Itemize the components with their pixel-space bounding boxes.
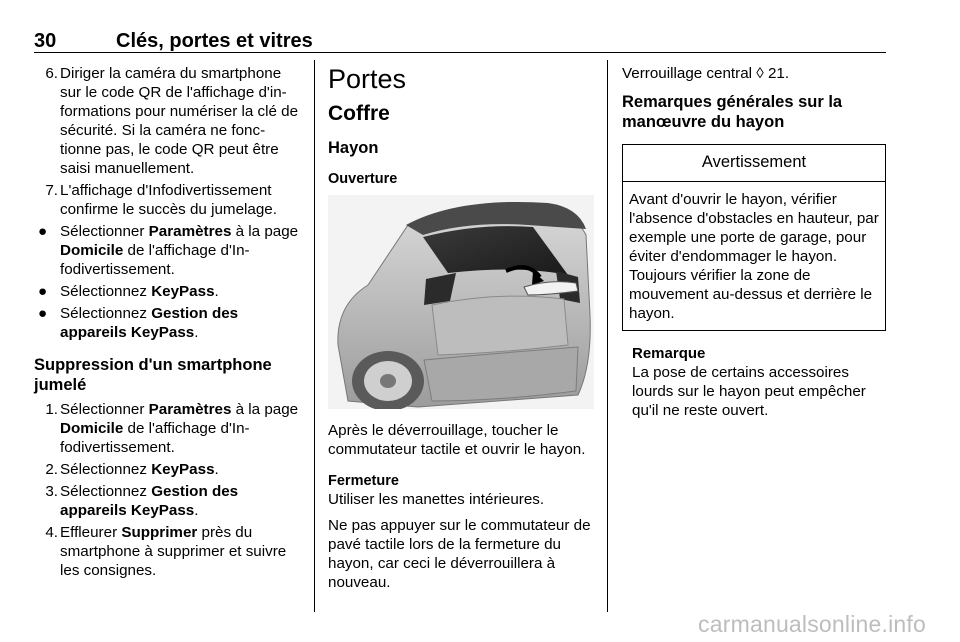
list-item: 4. Effleurer Supprimer près du smartphone à supprimer et suivre les consignes. — [45, 524, 287, 579]
car-rear-image — [328, 195, 594, 409]
note-text: La pose de certains accessoires lourds sur le hayon peut empêcher qu'il ne reste ouvert. — [632, 364, 866, 419]
column-middle — [328, 64, 594, 599]
column-left — [34, 64, 300, 583]
general-remarks-heading: Remarques générales sur la manœuvre du hayon — [622, 93, 843, 131]
list-item: 3. Sélectionnez Gestion des appareils KeyPass. — [45, 483, 239, 519]
closing-text-1: Utiliser les manettes intérieures. — [328, 491, 545, 508]
warning-text: Avant d'ouvrir le hayon, vérifier l'absence d'obstacles en hauteur, par exemple une porte de garage, pour éviter d'endommager le hayon. Toujours vérifier la zone de mouvement au-dessus et derrière le hayon. — [629, 191, 879, 322]
list-item: 7. L'affichage d'Infodivertissement confirme le succès du jumelage. — [45, 182, 277, 218]
opening-heading: Ouverture — [328, 171, 398, 187]
bullet-icon: ● — [38, 223, 48, 240]
closing-text-2: Ne pas appuyer sur le commutateur de pavé tactile lors de la fermeture du hayon, car ceci le déverrouillera à nouveau. — [328, 517, 591, 591]
bullet-icon: ● — [38, 305, 48, 322]
list-item: ● Sélectionner Paramètres à la page Domicile de l'affichage d'Infodivertissement. — [38, 223, 299, 278]
watermark: carmanualsonline.info — [698, 611, 926, 637]
delete-steps — [34, 400, 300, 580]
header-rule — [34, 52, 886, 53]
page-header — [34, 30, 886, 52]
section-title-portes: Portes — [328, 64, 407, 94]
delete-smartphone-heading: Suppression d'un smartphone jumelé — [34, 356, 272, 394]
section-title-hayon: Hayon — [328, 139, 379, 157]
tailgate-illustration — [328, 195, 594, 409]
list-item: 2. Sélectionnez KeyPass. — [45, 461, 219, 478]
warning-box — [622, 144, 886, 331]
note-block — [632, 345, 886, 420]
page-number: 30 — [34, 30, 57, 52]
list-item: ● Sélectionnez KeyPass. — [38, 283, 219, 300]
opening-text: Après le déverrouillage, toucher le commutateur tactile et ouvrir le hayon. — [328, 422, 586, 458]
list-item: 6. Diriger la caméra du smartphone sur le code QR de l'affichage d'informations pour numériser la clé de sécurité. Si la caméra ne fonctionne pas, le code QR peut être saisi manuellement. — [45, 65, 299, 177]
section-title-coffre: Coffre — [328, 102, 390, 125]
list-item: 1. Sélectionner Paramètres à la page Domicile de l'affichage d'Infodivertissement. — [45, 401, 299, 456]
chapter-title: Clés, portes et vitres — [116, 30, 313, 52]
column-divider-1 — [314, 60, 315, 612]
warning-title: Avertissement — [623, 145, 885, 182]
list-item: ● Sélectionnez Gestion des appareils KeyPass. — [38, 305, 239, 341]
pairing-steps — [34, 64, 300, 342]
central-locking-reference: Verrouillage central ◊ 21. — [622, 65, 790, 82]
column-divider-2 — [607, 60, 608, 612]
bullet-icon: ● — [38, 283, 48, 300]
note-title: Remarque — [632, 345, 706, 362]
column-right — [622, 64, 886, 420]
closing-heading: Fermeture — [328, 473, 399, 489]
page-reference-icon: ◊ — [756, 65, 764, 82]
